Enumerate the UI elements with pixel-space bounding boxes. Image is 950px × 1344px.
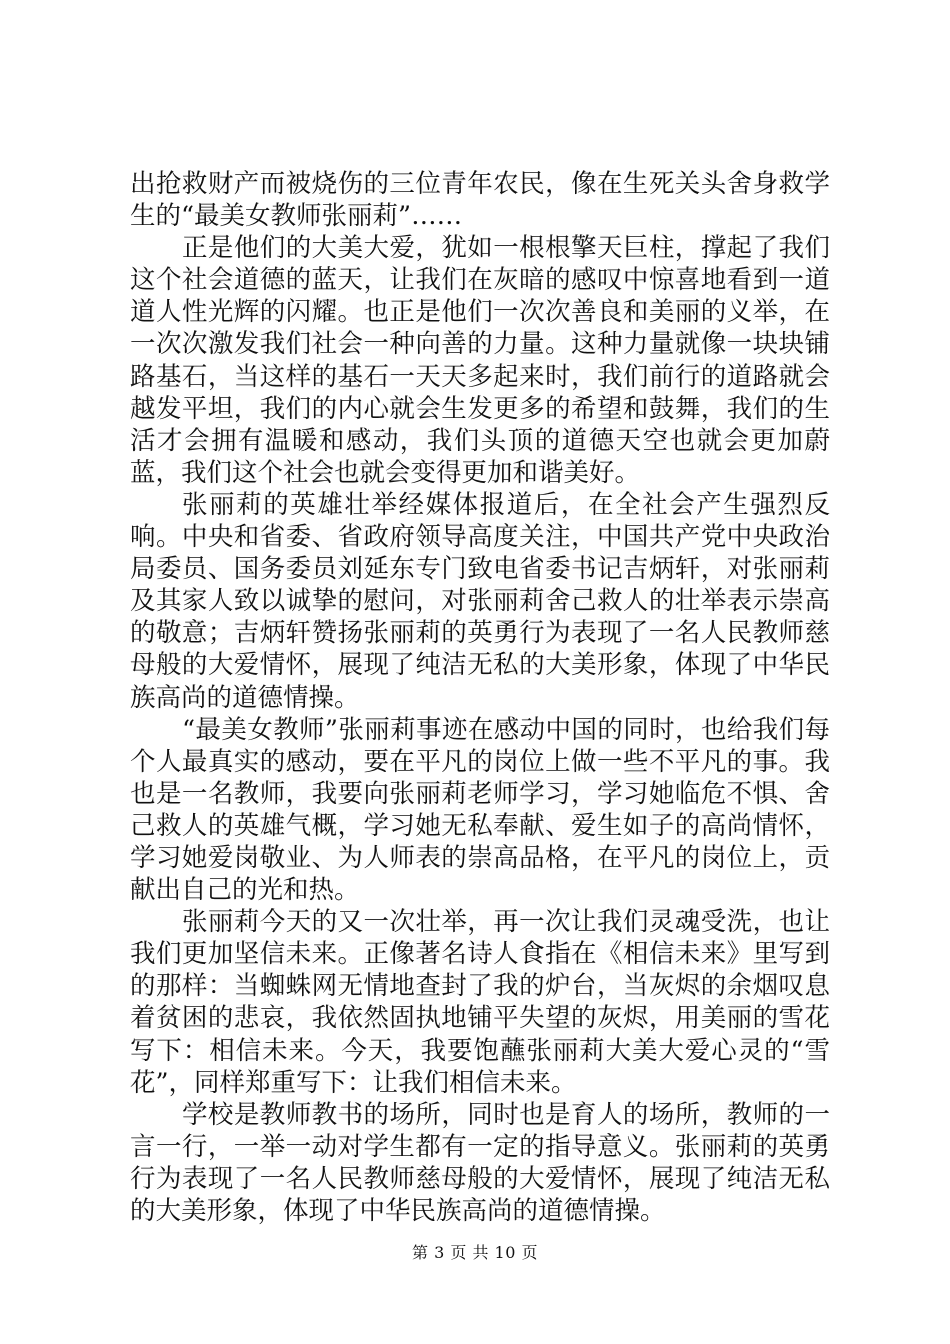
document-body (130, 168, 830, 1227)
paragraph: 正是他们的大美大爱，犹如一根根擎天巨柱，撑起了我们这个社会道德的蓝天，让我们在灰暗的感叹中惊喜地看到一道道人性光辉的闪耀。也正是他们一次次善良和美丽的义举，在一次次激发我们社会一种向善的力量。这种力量就像一块块铺路基石，当这样的基石一天天多起来时，我们前行的道路就会越发平坦，我们的内心就会生发更多的希望和鼓舞，我们的生活才会拥有温暖和感动，我们头顶的道德天空也就会更加蔚蓝，我们这个社会也就会变得更加和谐美好。 (130, 233, 830, 488)
paragraph: 张丽莉今天的又一次壮举，再一次让我们灵魂受洗，也让我们更加坚信未来。正像著名诗人食指在《相信未来》里写到的那样：当蜘蛛网无情地查封了我的炉台，当灰烬的余烟叹息着贫困的悲哀，我依然固执地铺平失望的灰烬，用美丽的雪花写下：相信未来。今天，我要饱蘸张丽莉大美大爱心灵的“雪花”，同样郑重写下：让我们相信未来。 (130, 907, 830, 1098)
paragraph: “最美女教师”张丽莉事迹在感动中国的同时，也给我们每个人最真实的感动，要在平凡的岗位上做一些不平凡的事。我也是一名教师，我要向张丽莉老师学习，学习她临危不惧、舍己救人的英雄气概，学习她无私奉献、爱生如子的高尚情怀，学习她爱岗敬业、为人师表的崇高品格，在平凡的岗位上，贡献出自己的光和热。 (130, 714, 830, 906)
paragraph: 学校是教师教书的场所，同时也是育人的场所，教师的一言一行，一举一动对学生都有一定的指导意义。张丽莉的英勇行为表现了一名人民教师慈母般的大爱情怀，展现了纯洁无私的大美形象，体现了中华民族高尚的道德情操。 (130, 1099, 830, 1226)
paragraph: 张丽莉的英雄壮举经媒体报道后，在全社会产生强烈反响。中央和省委、省政府领导高度关注，中国共产党中央政治局委员、国务委员刘延东专门致电省委书记吉炳轩，对张丽莉及其家人致以诚挚的慰问，对张丽莉舍己救人的壮举表示崇高的敬意；吉炳轩赞扬张丽莉的英勇行为表现了一名人民教师慈母般的大爱情怀，展现了纯洁无私的大美形象，体现了中华民族高尚的道德情操。 (130, 489, 830, 713)
page-number-footer: 第 3 页 共 10 页 (412, 1243, 538, 1262)
paragraph-continuation: 出抢救财产而被烧伤的三位青年农民，像在生死关头舍身救学生的“最美女教师张丽莉”…… (130, 169, 830, 232)
